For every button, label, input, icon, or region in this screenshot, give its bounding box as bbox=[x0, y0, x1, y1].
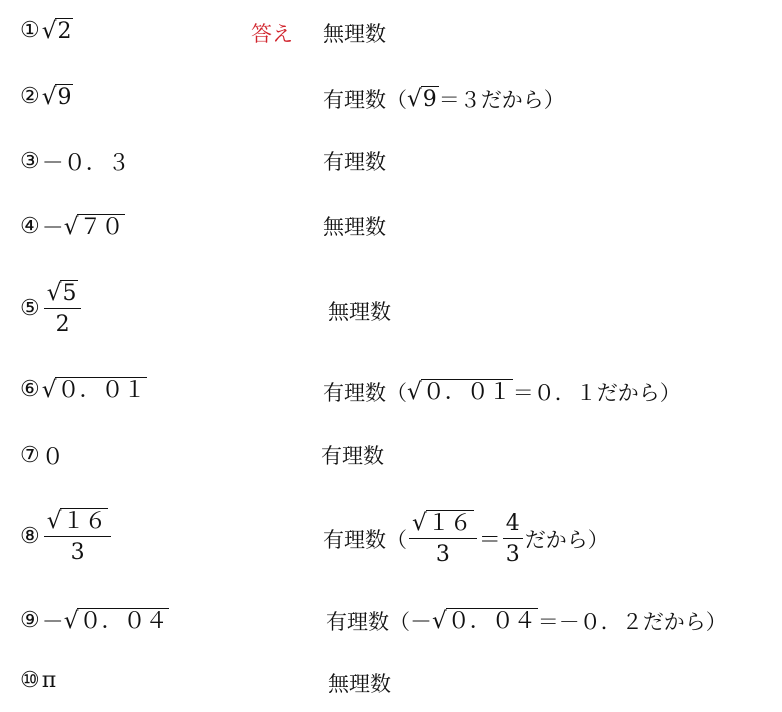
numerator: 4 bbox=[503, 511, 523, 539]
square-root: √ ０．０１ bbox=[41, 377, 146, 403]
problem-row bbox=[0, 605, 782, 637]
paren-close: ） bbox=[705, 609, 727, 634]
answer-text: 有理数 bbox=[326, 609, 389, 634]
problem-expression bbox=[20, 146, 130, 177]
problem-number: ⑨ bbox=[20, 608, 40, 633]
problem-number: ③ bbox=[20, 149, 40, 174]
reason-text: ＝３だから bbox=[438, 88, 544, 112]
radicand: ０．０１ bbox=[422, 380, 511, 406]
radicand: ０．０４ bbox=[79, 608, 168, 634]
problem-expression bbox=[20, 668, 56, 693]
answer bbox=[328, 668, 391, 698]
reason-text: だから bbox=[524, 527, 588, 552]
answer bbox=[323, 211, 386, 241]
expression-text: ０ bbox=[41, 445, 64, 470]
problem-expression bbox=[20, 280, 83, 337]
answer-text: 有理数 bbox=[323, 88, 386, 112]
answer-label: 答え bbox=[251, 22, 293, 46]
answer bbox=[326, 605, 727, 636]
answer bbox=[323, 510, 609, 567]
problem-row bbox=[0, 668, 782, 700]
fraction bbox=[44, 280, 82, 337]
expression-text: －０．３ bbox=[41, 151, 130, 176]
radicand: １６ bbox=[427, 511, 472, 536]
minus-sign: － bbox=[41, 216, 64, 241]
radicand: 5 bbox=[62, 281, 77, 306]
denominator: 3 bbox=[435, 542, 450, 567]
answer bbox=[323, 377, 681, 407]
reason-text: ＝０．１だから bbox=[512, 381, 660, 405]
reason-text: ＝－０．２だから bbox=[537, 609, 706, 634]
answer-text: 有理数 bbox=[323, 150, 386, 174]
problem-row bbox=[0, 146, 782, 178]
answer-text: 無理数 bbox=[323, 215, 386, 239]
problem-number: ① bbox=[20, 18, 40, 44]
answer-text: 無理数 bbox=[328, 300, 391, 324]
problem-expression bbox=[20, 508, 113, 565]
radicand: ０．０１ bbox=[57, 378, 146, 403]
problem-expression bbox=[20, 605, 169, 636]
square-root: √ ７０ bbox=[63, 213, 124, 240]
square-root: √ １６ bbox=[412, 510, 472, 536]
expression-text: π bbox=[41, 668, 57, 693]
radicand: 9 bbox=[422, 87, 437, 113]
problem-row bbox=[0, 280, 782, 340]
paren-open: （ bbox=[386, 527, 407, 552]
radicand: １６ bbox=[62, 509, 107, 534]
square-root: √ 9 bbox=[407, 86, 437, 113]
problem-number: ④ bbox=[20, 214, 40, 239]
problem-number: ⑩ bbox=[20, 668, 40, 693]
problem-number: ⑦ bbox=[20, 443, 40, 468]
answer bbox=[323, 18, 386, 48]
denominator: 2 bbox=[55, 312, 70, 337]
answer-text: 有理数 bbox=[321, 444, 384, 468]
problem-expression bbox=[20, 211, 125, 242]
problem-row bbox=[0, 440, 782, 472]
radicand: ７０ bbox=[79, 214, 124, 240]
paren-close: ） bbox=[659, 381, 681, 405]
answer bbox=[323, 84, 565, 114]
answer-text: 有理数 bbox=[323, 381, 386, 405]
problem-number: ⑧ bbox=[20, 524, 40, 549]
square-root: √ １６ bbox=[46, 508, 107, 534]
problem-expression bbox=[20, 84, 73, 109]
paren-open: （ bbox=[386, 88, 407, 112]
equals-sign: ＝ bbox=[478, 528, 501, 553]
fraction bbox=[409, 510, 477, 567]
fraction bbox=[503, 511, 523, 567]
denominator: 3 bbox=[70, 540, 85, 565]
problem-row bbox=[0, 84, 782, 116]
answer bbox=[323, 146, 386, 176]
square-root: √ ０．０４ bbox=[432, 607, 536, 634]
denominator: 3 bbox=[505, 541, 520, 567]
problem-number: ⑤ bbox=[20, 296, 40, 321]
square-root: √ ０．０１ bbox=[407, 379, 511, 406]
problem-number: ⑥ bbox=[20, 377, 40, 403]
fraction bbox=[44, 508, 112, 565]
answer bbox=[328, 296, 391, 326]
problem-expression bbox=[20, 18, 73, 43]
problem-number: ② bbox=[20, 84, 40, 110]
answer-text: 無理数 bbox=[328, 672, 391, 696]
minus-sign: － bbox=[410, 610, 433, 635]
answer-text: 有理数 bbox=[323, 527, 386, 552]
radicand: 2 bbox=[57, 19, 72, 44]
problem-expression bbox=[20, 377, 147, 402]
paren-open: （ bbox=[389, 609, 410, 634]
radicand: 9 bbox=[57, 85, 72, 110]
problem-expression bbox=[20, 440, 64, 471]
square-root: √ 2 bbox=[41, 18, 72, 44]
minus-sign: － bbox=[41, 610, 64, 635]
paren-close: ） bbox=[543, 88, 565, 112]
radicand: ０．０４ bbox=[447, 608, 536, 634]
square-root: √ ０．０４ bbox=[63, 607, 168, 634]
answer bbox=[321, 440, 384, 470]
paren-open: （ bbox=[386, 381, 407, 405]
square-root: √ 9 bbox=[41, 84, 72, 110]
problem-row bbox=[0, 377, 782, 409]
problem-row bbox=[0, 18, 782, 50]
problem-row bbox=[0, 508, 782, 572]
answer-text: 無理数 bbox=[323, 22, 386, 46]
square-root: √ 5 bbox=[46, 280, 77, 306]
problem-row bbox=[0, 211, 782, 243]
paren-close: ） bbox=[587, 527, 609, 552]
